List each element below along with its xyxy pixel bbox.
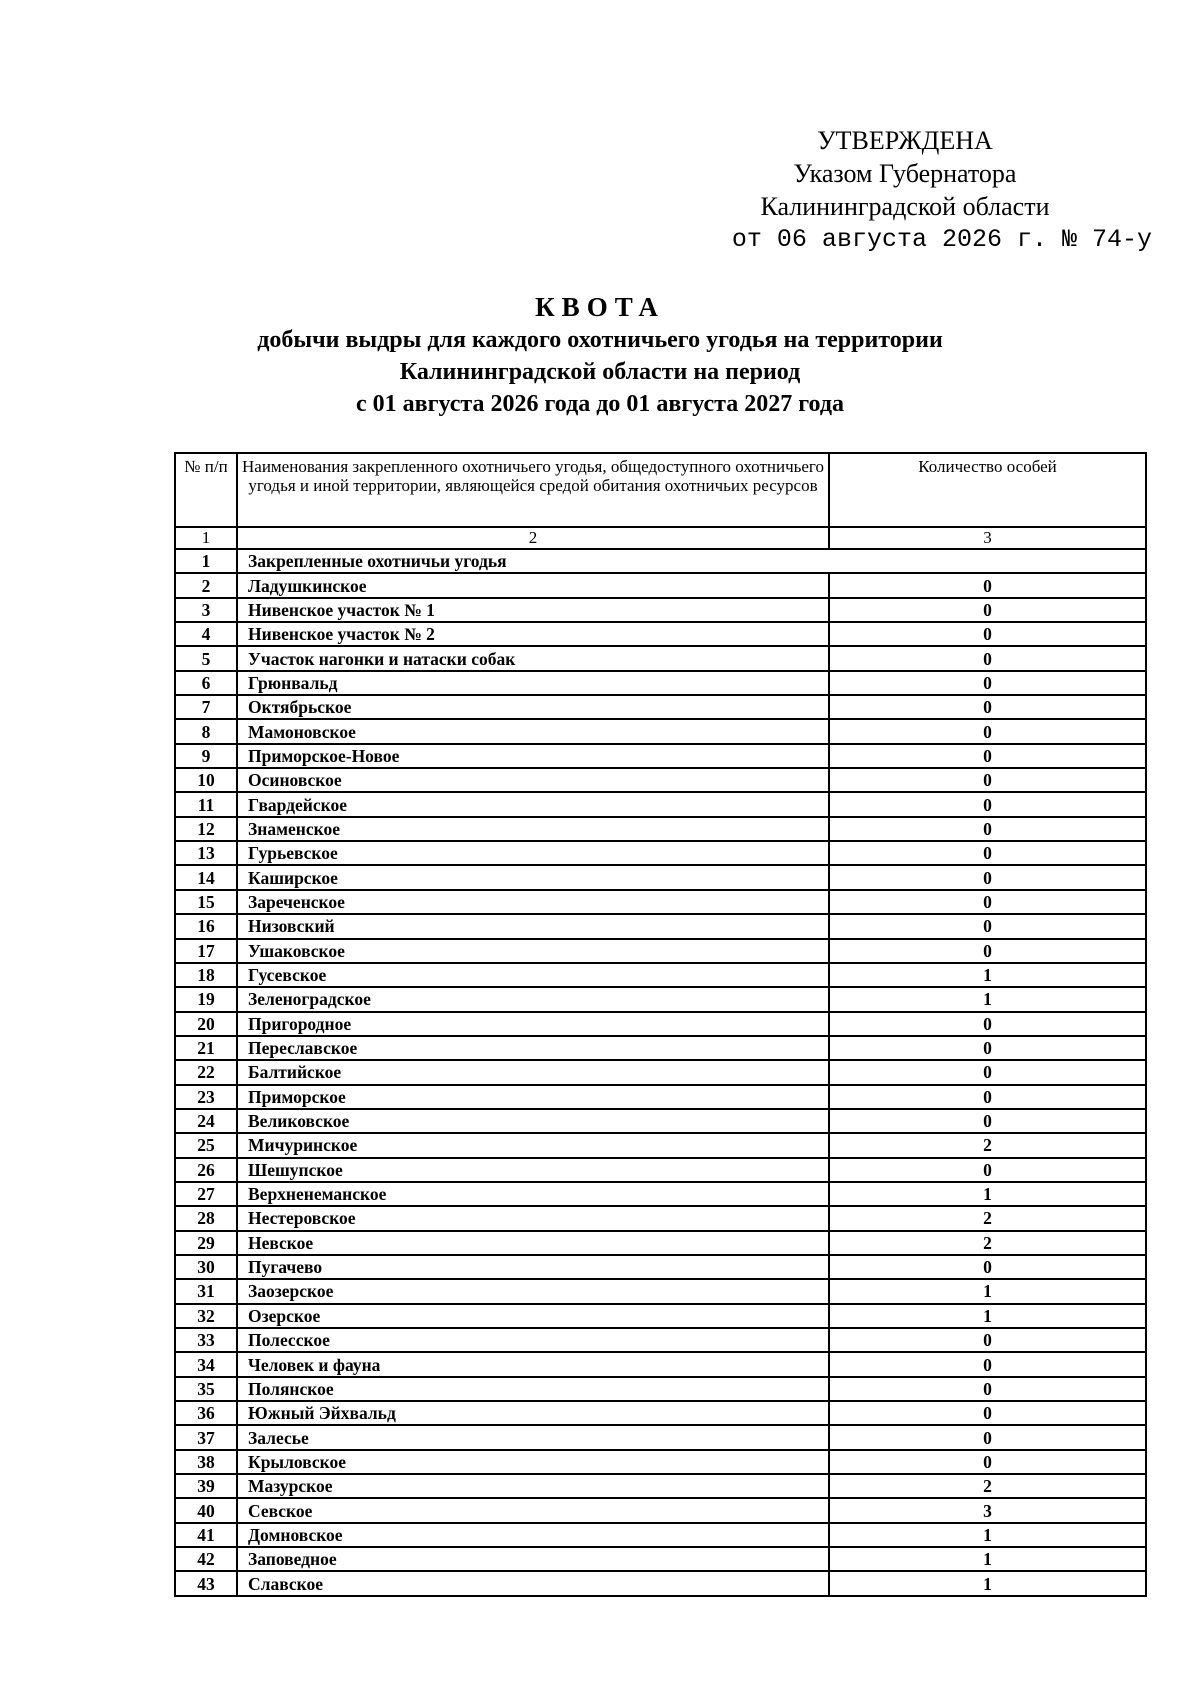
row-number: 37 [175, 1425, 237, 1449]
row-area-name: Крыловское [237, 1450, 829, 1474]
row-count: 0 [829, 1425, 1146, 1449]
row-area-name: Нивенское участок № 2 [237, 622, 829, 646]
row-number: 26 [175, 1158, 237, 1182]
row-number: 28 [175, 1206, 237, 1230]
document-subtitle-line-3: с 01 августа 2026 года до 01 августа 2027 года [355, 391, 844, 417]
row-area-name: Нивенское участок № 1 [237, 598, 829, 622]
table-row [175, 1377, 1146, 1401]
row-count: 0 [829, 1036, 1146, 1060]
row-count: 0 [829, 1109, 1146, 1133]
header-area-name: Наименования закрепленного охотничьего угодья, общедоступного охотничьего угодья и иной территории, являющейся средой обитания охотничьих ресурсов [237, 453, 829, 527]
row-count: 0 [829, 1377, 1146, 1401]
row-count: 0 [829, 646, 1146, 670]
row-number: 9 [175, 744, 237, 768]
table-row [175, 1231, 1146, 1255]
row-number: 21 [175, 1036, 237, 1060]
row-count: 2 [829, 1133, 1146, 1157]
row-number: 39 [175, 1474, 237, 1498]
row-number: 17 [175, 939, 237, 963]
row-count: 0 [829, 719, 1146, 743]
row-area-name: Пригородное [237, 1012, 829, 1036]
row-area-name: Мамоновское [237, 719, 829, 743]
row-count: 0 [829, 939, 1146, 963]
row-area-name: Приморское-Новое [237, 744, 829, 768]
row-number: 30 [175, 1255, 237, 1279]
row-count: 1 [829, 1571, 1146, 1595]
row-number: 18 [175, 963, 237, 987]
row-number: 15 [175, 890, 237, 914]
row-number: 20 [175, 1012, 237, 1036]
row-number: 12 [175, 817, 237, 841]
table-row [175, 1012, 1146, 1036]
section-label: Закрепленные охотничьи угодья [237, 549, 1146, 573]
table-row [175, 987, 1146, 1011]
row-count: 0 [829, 695, 1146, 719]
row-number: 29 [175, 1231, 237, 1255]
row-number: 22 [175, 1060, 237, 1084]
row-number: 14 [175, 865, 237, 889]
table-row [175, 1255, 1146, 1279]
row-area-name: Пугачево [237, 1255, 829, 1279]
row-count: 0 [829, 671, 1146, 695]
table-row [175, 914, 1146, 938]
row-count: 1 [829, 963, 1146, 987]
row-count: 0 [829, 768, 1146, 792]
row-count: 0 [829, 1012, 1146, 1036]
row-count: 0 [829, 865, 1146, 889]
row-count: 0 [829, 598, 1146, 622]
table-row [175, 573, 1146, 597]
row-number: 41 [175, 1523, 237, 1547]
table-row [175, 865, 1146, 889]
row-number: 7 [175, 695, 237, 719]
section-number: 1 [175, 549, 237, 573]
row-area-name: Южный Эйхвальд [237, 1401, 829, 1425]
row-number: 34 [175, 1352, 237, 1376]
table-row [175, 622, 1146, 646]
row-number: 16 [175, 914, 237, 938]
document-subtitle-line-1: добычи выдры для каждого охотничьего угодья на территории [257, 327, 943, 353]
row-area-name: Гурьевское [237, 841, 829, 865]
row-number: 2 [175, 573, 237, 597]
row-number: 36 [175, 1401, 237, 1425]
row-area-name: Ушаковское [237, 939, 829, 963]
row-count: 2 [829, 1474, 1146, 1498]
row-count: 0 [829, 1401, 1146, 1425]
table-row [175, 646, 1146, 670]
row-count: 1 [829, 987, 1146, 1011]
table-row [175, 1036, 1146, 1060]
row-count: 1 [829, 1523, 1146, 1547]
header-number: № п/п [175, 453, 237, 527]
row-number: 40 [175, 1498, 237, 1522]
table-row [175, 1279, 1146, 1303]
row-count: 2 [829, 1231, 1146, 1255]
table-row [175, 1158, 1146, 1182]
header-count: Количество особей [829, 453, 1146, 527]
row-count: 0 [829, 817, 1146, 841]
row-count: 0 [829, 622, 1146, 646]
row-count: 0 [829, 890, 1146, 914]
row-number: 38 [175, 1450, 237, 1474]
table-row [175, 890, 1146, 914]
table-row [175, 1206, 1146, 1230]
row-number: 5 [175, 646, 237, 670]
row-area-name: Верхненеманское [237, 1182, 829, 1206]
table-row [175, 744, 1146, 768]
row-number: 23 [175, 1085, 237, 1109]
table-row [175, 1498, 1146, 1522]
table-row [175, 695, 1146, 719]
row-number: 10 [175, 768, 237, 792]
row-count: 0 [829, 1255, 1146, 1279]
row-area-name: Великовское [237, 1109, 829, 1133]
row-number: 42 [175, 1547, 237, 1571]
table-row [175, 1060, 1146, 1084]
table-row [175, 1182, 1146, 1206]
row-count: 1 [829, 1279, 1146, 1303]
table-row [175, 1401, 1146, 1425]
column-number-3: 3 [829, 527, 1146, 549]
row-area-name: Осиновское [237, 768, 829, 792]
table-row [175, 841, 1146, 865]
row-area-name: Домновское [237, 1523, 829, 1547]
column-number-2: 2 [237, 527, 829, 549]
table-row [175, 1133, 1146, 1157]
row-count: 0 [829, 1328, 1146, 1352]
table-row [175, 1474, 1146, 1498]
row-count: 0 [829, 573, 1146, 597]
row-number: 43 [175, 1571, 237, 1595]
row-count: 0 [829, 841, 1146, 865]
table-row [175, 1571, 1146, 1595]
table-row [175, 792, 1146, 816]
row-count: 1 [829, 1547, 1146, 1571]
table-row [175, 1547, 1146, 1571]
row-area-name: Мичуринское [237, 1133, 829, 1157]
row-count: 1 [829, 1304, 1146, 1328]
row-number: 11 [175, 792, 237, 816]
row-count: 2 [829, 1206, 1146, 1230]
table-row [175, 719, 1146, 743]
row-area-name: Знаменское [237, 817, 829, 841]
table-row [175, 1085, 1146, 1109]
row-count: 0 [829, 1352, 1146, 1376]
row-area-name: Балтийское [237, 1060, 829, 1084]
row-area-name: Заповедное [237, 1547, 829, 1571]
approval-region: Калининградской области [760, 192, 1050, 221]
table-row [175, 1109, 1146, 1133]
table-row [175, 1523, 1146, 1547]
row-count: 0 [829, 914, 1146, 938]
quota-table [174, 452, 1147, 1597]
table-row [175, 1328, 1146, 1352]
row-number: 33 [175, 1328, 237, 1352]
row-area-name: Славское [237, 1571, 829, 1595]
row-area-name: Полянское [237, 1377, 829, 1401]
row-area-name: Шешупское [237, 1158, 829, 1182]
column-number-row [175, 527, 1146, 549]
row-area-name: Зареченское [237, 890, 829, 914]
row-area-name: Озерское [237, 1304, 829, 1328]
row-area-name: Участок нагонки и натаски собак [237, 646, 829, 670]
row-number: 25 [175, 1133, 237, 1157]
row-area-name: Человек и фауна [237, 1352, 829, 1376]
row-area-name: Ладушкинское [237, 573, 829, 597]
row-number: 19 [175, 987, 237, 1011]
row-number: 4 [175, 622, 237, 646]
row-count: 1 [829, 1182, 1146, 1206]
table-row [175, 1425, 1146, 1449]
document-heading: КВОТА [535, 292, 665, 322]
row-area-name: Заозерское [237, 1279, 829, 1303]
table-row [175, 1450, 1146, 1474]
row-area-name: Севское [237, 1498, 829, 1522]
approval-issuer: Указом Губернатора [793, 159, 1017, 188]
row-number: 35 [175, 1377, 237, 1401]
row-number: 8 [175, 719, 237, 743]
table-row [175, 768, 1146, 792]
approval-stamp-block [670, 124, 1152, 256]
row-area-name: Гвардейское [237, 792, 829, 816]
row-count: 3 [829, 1498, 1146, 1522]
table-row [175, 1304, 1146, 1328]
table-row [175, 671, 1146, 695]
row-number: 27 [175, 1182, 237, 1206]
row-count: 0 [829, 744, 1146, 768]
row-area-name: Приморское [237, 1085, 829, 1109]
section-row [175, 549, 1146, 573]
row-area-name: Нестеровское [237, 1206, 829, 1230]
row-area-name: Невское [237, 1231, 829, 1255]
document-subtitle-line-2: Калининградской области на период [399, 359, 801, 385]
column-number-1: 1 [175, 527, 237, 549]
row-area-name: Мазурское [237, 1474, 829, 1498]
row-number: 3 [175, 598, 237, 622]
table-row [175, 817, 1146, 841]
table-row [175, 963, 1146, 987]
table-row [175, 598, 1146, 622]
approval-label: УТВЕРЖДЕНА [817, 126, 993, 155]
row-area-name: Каширское [237, 865, 829, 889]
row-area-name: Низовский [237, 914, 829, 938]
table-row [175, 1352, 1146, 1376]
row-number: 32 [175, 1304, 237, 1328]
row-number: 24 [175, 1109, 237, 1133]
row-area-name: Грюнвальд [237, 671, 829, 695]
row-area-name: Зеленоградское [237, 987, 829, 1011]
approval-decree-number: от 06 августа 2026 г. № 74-у [731, 225, 1152, 254]
row-number: 31 [175, 1279, 237, 1303]
row-area-name: Октябрьское [237, 695, 829, 719]
row-area-name: Переславское [237, 1036, 829, 1060]
table-header-row [175, 453, 1146, 527]
table-row [175, 939, 1146, 963]
document-title-block [0, 290, 1200, 420]
row-area-name: Полесское [237, 1328, 829, 1352]
row-count: 0 [829, 1085, 1146, 1109]
row-number: 6 [175, 671, 237, 695]
row-area-name: Залесье [237, 1425, 829, 1449]
row-count: 0 [829, 1060, 1146, 1084]
row-number: 13 [175, 841, 237, 865]
row-count: 0 [829, 1450, 1146, 1474]
row-area-name: Гусевское [237, 963, 829, 987]
row-count: 0 [829, 792, 1146, 816]
row-count: 0 [829, 1158, 1146, 1182]
